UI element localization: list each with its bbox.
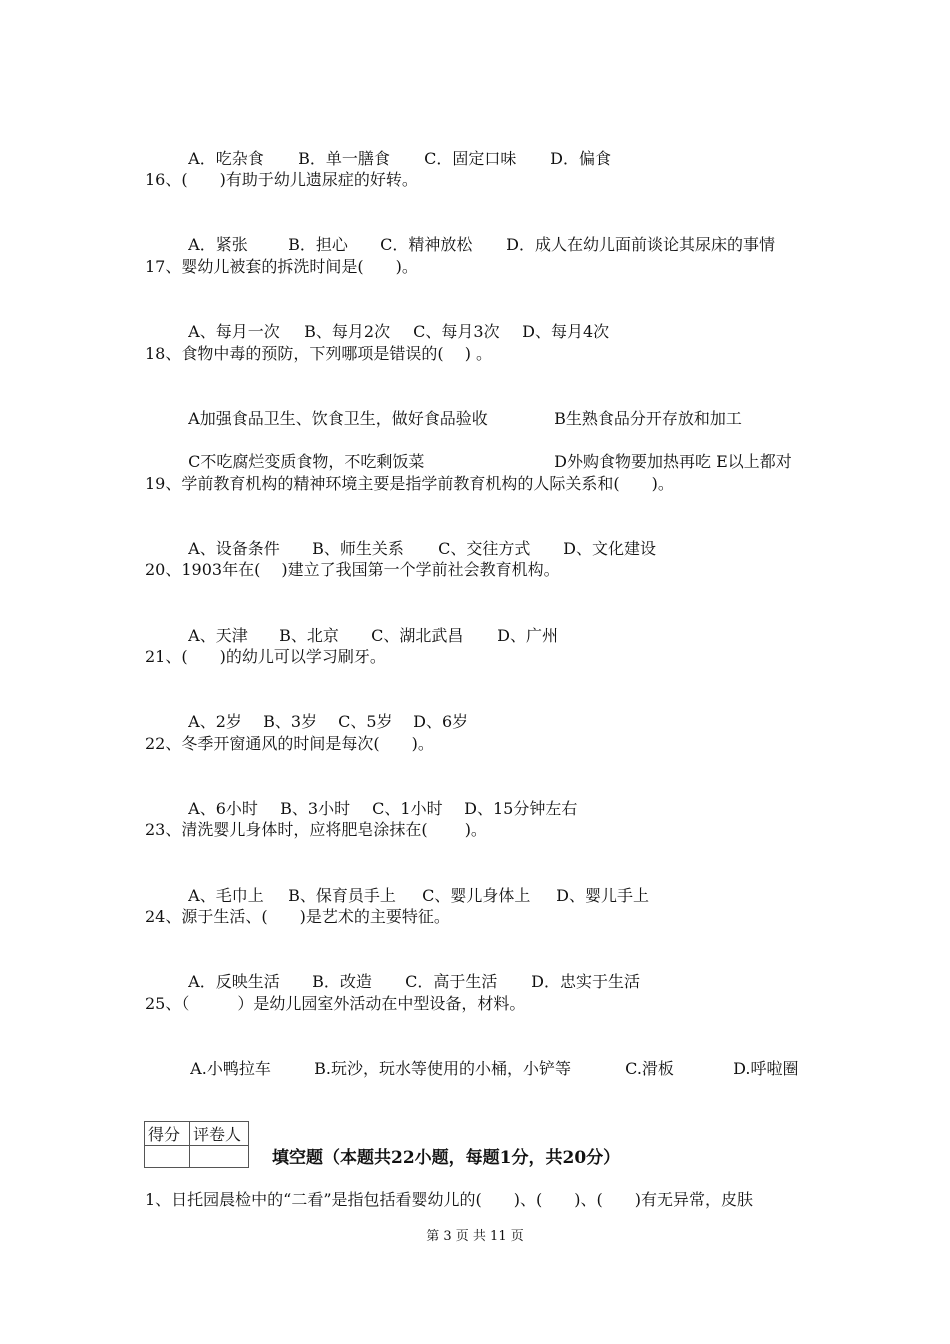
q18-option-b: B生熟食品分开存放和加工 <box>554 409 742 428</box>
q16-option-b: B．担心 <box>288 235 348 254</box>
q18-option-de: D外购食物要加热再吃 E以上都对 <box>554 452 792 471</box>
q24-option-d: D．忠实于生活 <box>531 972 641 991</box>
q20-option-a: A、天津 <box>188 626 248 645</box>
q20-options <box>178 603 558 647</box>
q22-options <box>178 776 577 820</box>
q25-option-b: B.玩沙，玩水等使用的小桶，小铲等 <box>314 1059 572 1078</box>
q25-stem: 25、（ ）是幼儿园室外活动在中型设备，材料。 <box>145 994 526 1013</box>
q16-option-c: C．精神放松 <box>380 235 473 254</box>
q23-option-a: A、毛巾上 <box>188 886 264 905</box>
q24-option-c: C．高于生活 <box>405 972 498 991</box>
q25-option-d: D.呼啦圈 <box>733 1059 799 1078</box>
reviewer-cell[interactable] <box>190 1146 249 1168</box>
q16-stem: 16、( )有助于幼儿遗尿症的好转。 <box>145 170 418 189</box>
q17-option-d: D、每月4次 <box>522 322 610 341</box>
q23-option-d: D、婴儿手上 <box>556 886 650 905</box>
q21-options <box>178 689 468 733</box>
q22-option-d: D、15分钟左右 <box>464 799 578 818</box>
q20-option-d: D、广州 <box>497 626 559 645</box>
q24-option-a: A．反映生活 <box>188 972 280 991</box>
q23-options <box>178 863 649 907</box>
q21-option-a: A、2岁 <box>188 712 242 731</box>
score-label: 得分 <box>145 1122 190 1146</box>
reviewer-label: 评卷人 <box>190 1122 249 1146</box>
section-title: 填空题（本题共22小题，每题1分，共20分） <box>272 1148 621 1168</box>
q16-option-d: D．成人在幼儿面前谈论其尿床的事情 <box>506 235 776 254</box>
q17-option-c: C、每月3次 <box>413 322 500 341</box>
q21-option-d: D、6岁 <box>413 712 469 731</box>
q24-option-b: B．改造 <box>312 972 372 991</box>
q19-option-c: C、交往方式 <box>438 539 531 558</box>
q21-option-c: C、5岁 <box>338 712 393 731</box>
q16-option-a: A．紧张 <box>188 235 248 254</box>
q15-option-b: B．单一膳食 <box>298 149 390 168</box>
q15-option-a: A．吃杂食 <box>188 149 264 168</box>
fill-q1-stem: 1、日托园晨检中的“二看”是指包括看婴幼儿的( )、( )、( )有无异常，皮肤 <box>145 1190 753 1209</box>
q18-options-row1 <box>178 386 742 430</box>
q15-option-d: D．偏食 <box>550 149 612 168</box>
q24-stem: 24、源于生活、( )是艺术的主要特征。 <box>145 907 450 926</box>
q15-options <box>178 126 611 170</box>
q23-option-b: B、保育员手上 <box>288 886 396 905</box>
q18-options-row2 <box>178 429 792 473</box>
q16-options <box>178 212 775 256</box>
q20-option-b: B、北京 <box>279 626 339 645</box>
q25-options <box>180 1036 799 1080</box>
q22-option-c: C、1小时 <box>372 799 443 818</box>
q20-option-c: C、湖北武昌 <box>371 626 464 645</box>
q17-options <box>178 299 609 343</box>
q17-stem: 17、婴幼儿被套的拆洗时间是( )。 <box>145 257 418 276</box>
q18-stem: 18、食物中毒的预防，下列哪项是错误的( ) 。 <box>145 344 493 363</box>
q19-option-b: B、师生关系 <box>312 539 404 558</box>
q17-option-a: A、每月一次 <box>188 322 280 341</box>
score-cell[interactable] <box>145 1146 190 1168</box>
q20-stem: 20、1903年在( )建立了我国第一个学前社会教育机构。 <box>145 560 560 579</box>
q15-option-c: C．固定口味 <box>424 149 517 168</box>
q17-option-b: B、每月2次 <box>304 322 391 341</box>
q22-stem: 22、冬季开窗通风的时间是每次( )。 <box>145 734 434 753</box>
page-footer: 第 3 页 共 11 页 <box>426 1229 524 1244</box>
q24-options <box>178 949 640 993</box>
score-box <box>144 1121 249 1168</box>
q19-stem: 19、学前教育机构的精神环境主要是指学前教育机构的人际关系和( )。 <box>145 474 674 493</box>
q23-stem: 23、清洗婴儿身体时，应将肥皂涂抹在( )。 <box>145 820 487 839</box>
q23-option-c: C、婴儿身体上 <box>422 886 531 905</box>
q22-option-a: A、6小时 <box>188 799 258 818</box>
q19-option-d: D、文化建设 <box>563 539 657 558</box>
q19-options <box>178 516 656 560</box>
q18-option-c: C不吃腐烂变质食物，不吃剩饭菜 <box>188 452 425 471</box>
q25-option-c: C.滑板 <box>625 1059 674 1078</box>
q25-option-a: A.小鸭拉车 <box>190 1059 271 1078</box>
q21-option-b: B、3岁 <box>263 712 318 731</box>
q21-stem: 21、( )的幼儿可以学习刷牙。 <box>145 647 386 666</box>
q19-option-a: A、设备条件 <box>188 539 280 558</box>
q22-option-b: B、3小时 <box>280 799 351 818</box>
q18-option-a: A加强食品卫生、饮食卫生，做好食品验收 <box>188 409 488 428</box>
